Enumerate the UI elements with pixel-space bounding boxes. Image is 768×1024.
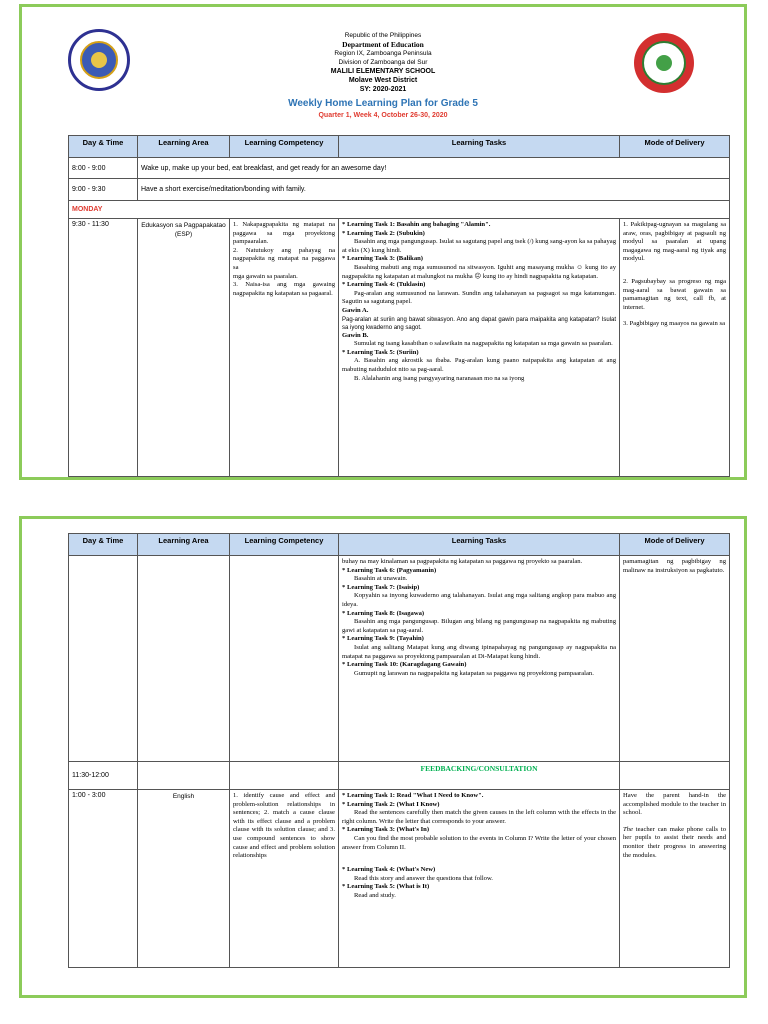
task-heading: * Learning Task 3: (Balikan) [342,255,423,263]
table-row [69,790,730,968]
col-learning-tasks: Learning Tasks [339,136,620,158]
mode-cell: pamamagitan ng pagbibigay ng malinaw na instruksiyon sa pagkatuto. [620,556,730,762]
table-row [69,556,730,762]
task-text: A. Basahin ang akrostik sa ibaba. Pag-aralan kung paano naipapakita ang katapatan at ang mabuting naidudulot nito sa pag-aaral. [342,357,616,373]
mode-item-italic: The [623,825,633,833]
learning-plan-table [68,533,730,968]
task-heading: * Learning Task 4: (Tuklasin) [342,281,426,289]
learning-area-cell [138,762,230,790]
col-day-time: Day & Time [69,136,138,158]
routine-cell: Have a short exercise/meditation/bonding with family. [138,179,730,201]
col-learning-area: Learning Area [138,534,230,556]
page-1 [19,4,747,480]
mode-item: Have the parent hand-in the accomplished module to the teacher in school. [623,792,726,817]
time-cell: 9:30 - 11:30 [69,219,138,477]
time-cell: 1:00 - 3:00 [69,790,138,968]
document-header [22,31,744,121]
task-text: Isulat ang salitang Matapat kung ang diwang ipinapahayag ng pangungusap ay nagpapakita na matapat na paggawa sa proyektong pampaaralan at Di-Matapat kung hindi. [342,643,616,660]
task-heading: * Learning Task 5: (What is It) [342,883,430,891]
mode-item: 1. Pakikipag-ugnayan sa magulang sa araw, oras, pagbibigay at pagsauli ng modyul sa paaralan at upang magagawa ng mag-aaral ng tiyak ang modyul. [623,221,726,263]
learning-plan-table [68,135,730,477]
table-row [69,179,730,201]
task-text: Gumupit ng larawan na nagpapakita ng katapatan sa paggawa ng proyektong pampaaralan. [354,669,594,677]
plan-title: Weekly Home Learning Plan for Grade 5 [288,98,478,109]
task-text: Can you find the most probable solution to the events in Column I? Write the letter of your chosen answer from Column II. [342,834,616,851]
col-learning-tasks: Learning Tasks [339,534,620,556]
task-text: Basahin ang mga pangungusap. Bilugan ang bilang ng pangungusap na nagpapakita ng mabuting gawi at katapatan sa pag-aaral. [342,618,616,634]
feedback-label: FEEDBACKING/CONSULTATION [339,762,620,790]
deped-label: Department of Education [342,40,424,49]
time-cell: 11:30-12:00 [69,762,138,790]
task-heading: * Learning Task 2: (What I Know) [342,800,440,808]
col-learning-area: Learning Area [138,136,230,158]
task-heading: * Learning Task 10: (Karagdagang Gawain) [342,661,467,669]
quarter-label: Quarter 1, Week 4, October 26-30, 2020 [318,112,448,119]
task-text: Read the sentences carefully then match the given causes in the left column with the effects in the right column. Write the letter that corresponds to your answer. [342,809,616,825]
task-text: Read this story and answer the questions that follow. [354,874,493,882]
table-row [69,158,730,179]
mode-cell [620,219,730,477]
day-label: MONDAY [69,201,730,219]
table-header-row [69,136,730,158]
col-learning-competency: Learning Competency [230,136,339,158]
competency-cell: 1. identify cause and effect and problem-solution relationships in sentences; 2. match a cause clause with its effect clause and a problem clause with its solution clause; and 3. use compound sentences to show cause and effect and problem solution relationships [230,790,339,968]
task-heading: * Learning Task 3: (What's In) [342,826,430,834]
learning-area-cell: Edukasyon sa Pagpapakatao (ESP) [138,219,230,477]
task-text: B. Alalahanin ang isang pangyayaring naranasan mo na sa iyong [354,374,525,382]
col-learning-competency: Learning Competency [230,534,339,556]
task-text: Pag-aralan at suriin ang bawat sitwasyon. Ano ang dapat gawin para maipakita ang katapatan? Isulat sa iyong kwaderno ang sagot. [342,316,616,331]
tasks-cell [339,219,620,477]
learning-area-cell: English [138,790,230,968]
competency-item: 3. Naisa-isa ang mga gawaing nagpapakita ng katapatan sa pagaaral. [233,281,335,297]
competency-item: 1. Nakapagpapakita ng matapat na paggawa sa mga proyektong pampaaralan. [233,221,335,246]
mode-cell [620,790,730,968]
table-header-row [69,534,730,556]
task-text: Basahin at unawain. [354,575,408,583]
task-heading: * Learning Task 6: (Pagyamanin) [342,566,437,574]
mode-item: 2. Pagsubaybay sa progreso ng mga mag-aaral sa bawat gawain sa pamamagitan ng text, call fb, at internet. [623,277,726,311]
republic-label: Republic of the Philippines [344,32,422,39]
task-heading: Gawin A. [342,306,369,314]
task-text: Read and study. [354,891,396,899]
division-label: Division of Zamboanga del Sur [338,59,428,66]
time-cell: 9:00 - 9:30 [69,179,138,201]
task-text: Basahing mabuti ang mga sumusunod na sitwasyon. Iguhit ang masayang mukha ☺ kung ito ay nagpapakita ng katapatan at malungkot na mukha ☹ kung ito ay hindi nagpapakita ng katapatan. [342,263,616,280]
task-heading: * Learning Task 2: (Subukin) [342,229,425,237]
mode-cell [620,762,730,790]
tasks-cell [339,556,620,762]
learning-area-cell [138,556,230,762]
task-heading: * Learning Task 1: Basahin ang bahaging "Alamin". [342,221,491,228]
mode-item [623,826,726,860]
mode-item: 3. Pagbibigay ng maayos na gawain sa [623,320,725,328]
task-heading: * Learning Task 1: Read "What I Need to Know". [342,792,484,799]
tasks-cell [339,790,620,968]
feedback-row [69,762,730,790]
col-day-time: Day & Time [69,534,138,556]
school-name: MALILI ELEMENTARY SCHOOL [330,68,436,75]
table-row [69,219,730,477]
task-text: Basahin ang mga pangungusap. Isulat sa sagutang papel ang tsek (/) kung sang-ayon ka sa pahayag at ekis (X) kung hindi. [342,238,616,254]
school-year: SY: 2020-2021 [359,86,407,93]
task-heading: * Learning Task 8: (Isagawa) [342,609,425,617]
task-heading: * Learning Task 7: (Isaisip) [342,583,420,591]
competency-cell [230,762,339,790]
competency-cell [230,219,339,477]
competency-item: mga gawain sa paaralan. [233,272,298,280]
col-mode-of-delivery: Mode of Delivery [620,136,730,158]
task-heading: * Learning Task 4: (What's New) [342,866,436,874]
day-row [69,201,730,219]
task-text: Kopyahin sa inyong kuwaderno ang talahanayan. Isulat ang mga salitang angkop para mabuo ang ideya. [342,592,616,608]
time-cell: 8:00 - 9:00 [69,158,138,179]
task-text: buhay na may kinalaman sa pagpapakita ng katapatan sa paggawa ng proyekto sa paaralan. [342,558,583,565]
competency-cell [230,556,339,762]
task-heading: Gawin B. [342,331,369,339]
task-heading: * Learning Task 5: (Suriin) [342,348,419,356]
task-text: Sumulat ng isang kasabihan o salawikain na nagpapakita ng katapatan sa mga gawain sa paaralan. [354,340,613,348]
task-heading: * Learning Task 9: (Tayahin) [342,635,424,643]
page-2 [19,516,747,998]
col-mode-of-delivery: Mode of Delivery [620,534,730,556]
district-name: Molave West District [348,77,418,84]
region-label: Region IX, Zamboanga Peninsula [334,50,432,57]
task-text: Pag-aralan ang sumusunod na larawan. Sundin ang talahanayan sa pagsagot sa mga katanungan. Sagutin sa sagutang papel. [342,289,616,306]
routine-cell: Wake up, make up your bed, eat breakfast, and get ready for an awesome day! [138,158,730,179]
competency-item: 2. Natutukoy ang pahayag na nagpapakita ng matapat na paggawa sa [233,246,335,271]
mode-item-rest: teacher can make phone calls to her pupils to assist their needs and monitor their progress in answering the modules. [623,825,726,859]
time-cell [69,556,138,762]
